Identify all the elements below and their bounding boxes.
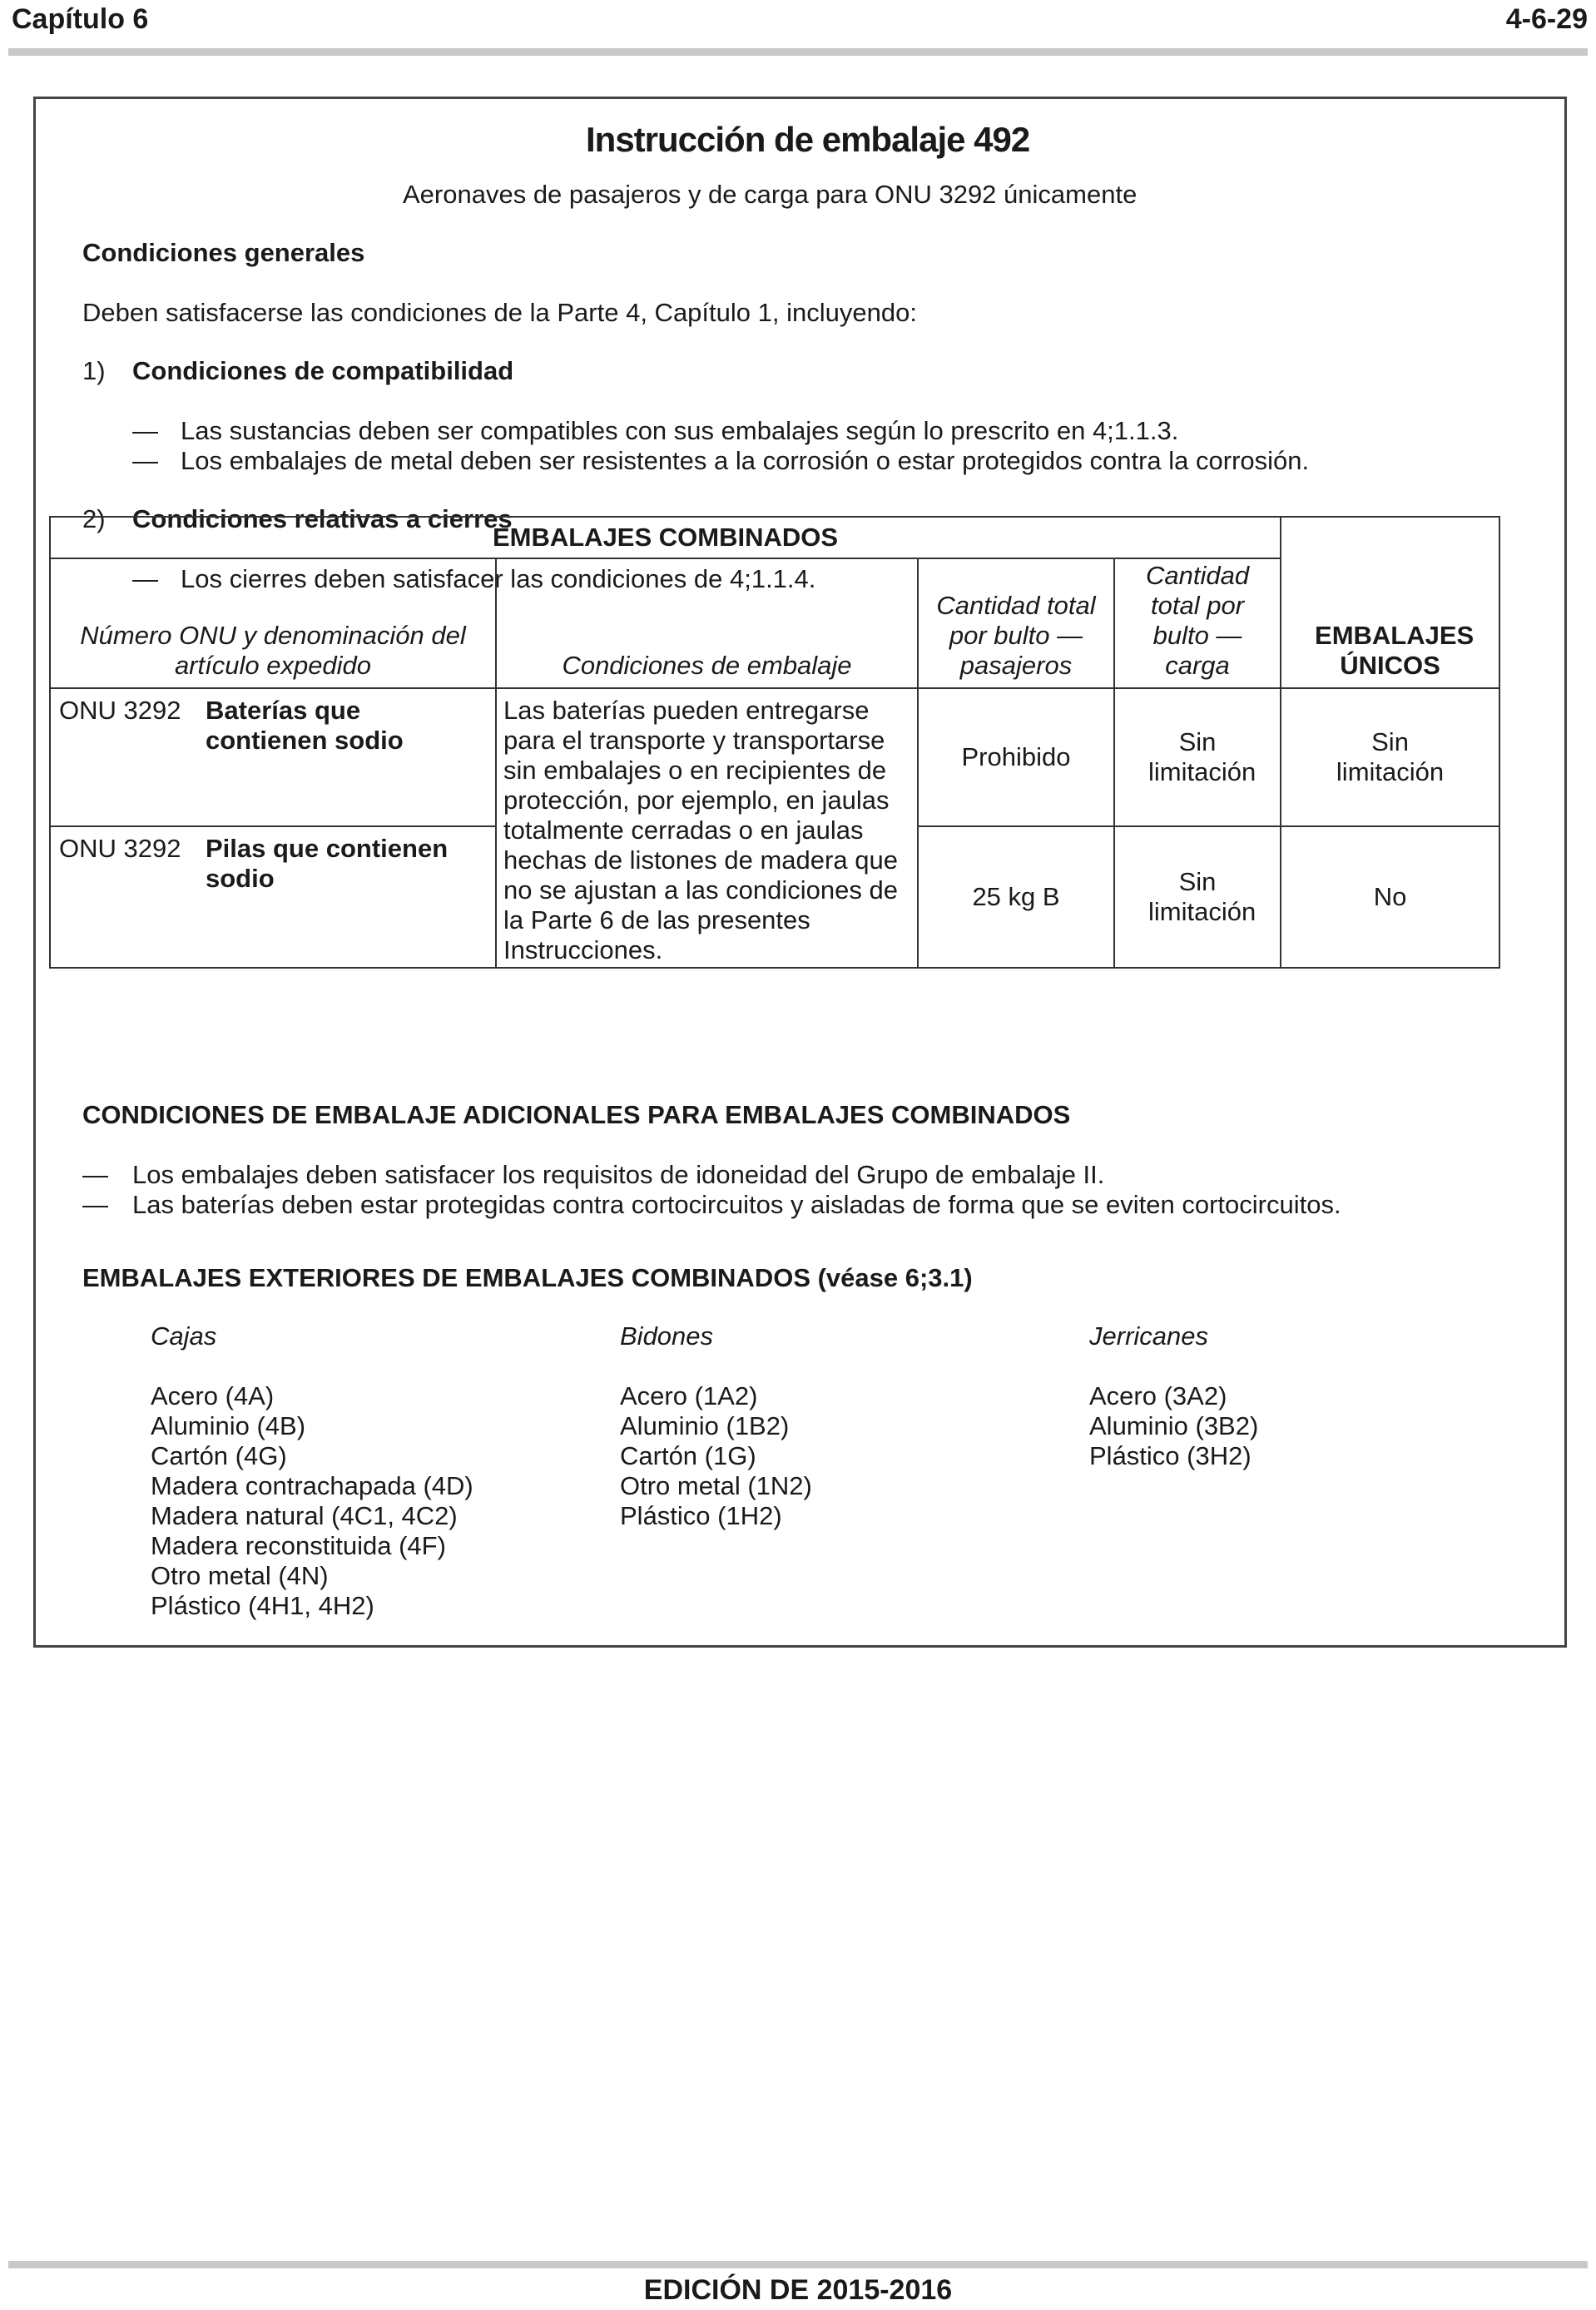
- additional-condition-item: Las baterías deben estar protegidas contra cortocircuitos y aisladas de forma que se eviten cortocircuitos.: [132, 1190, 1341, 1219]
- dash-mark: —: [132, 564, 158, 593]
- col-header-pax: [918, 558, 1114, 688]
- outer-column-title: Jerricanes: [1089, 1321, 1208, 1351]
- closure-item: Los cierres deben satisfacer las condiciones de 4;1.1.4.: [181, 564, 816, 593]
- list-item: Acero (1A2): [620, 1381, 758, 1410]
- col-header-conditions: [496, 558, 918, 688]
- list-item: Cartón (1G): [620, 1441, 756, 1470]
- article-name: Baterías que contienen sodio: [206, 696, 404, 755]
- col-header-pax-label: Cantidad total por bulto — pasajeros: [936, 591, 1096, 680]
- list-item: Aluminio (1B2): [620, 1411, 790, 1440]
- single-packagings-header: [1281, 517, 1499, 688]
- list-item: Acero (3A2): [1089, 1381, 1227, 1410]
- dash-mark: —: [82, 1190, 108, 1219]
- footer-rule: [8, 2261, 1588, 2268]
- list-item: Plástico (4H1, 4H2): [151, 1591, 374, 1620]
- qty-cargo-value: Sin limitación: [1148, 867, 1256, 926]
- col-header-un-label: Número ONU y denominación del artículo expedido: [80, 621, 466, 680]
- edition-label: EDICIÓN DE 2015-2016: [643, 2274, 953, 2306]
- col-header-cargo: [1114, 558, 1281, 688]
- additional-condition-item: Los embalajes deben satisfacer los requisitos de idoneidad del Grupo de embalaje II.: [132, 1160, 1105, 1189]
- packing-conditions-text: Las baterías pueden entregarse para el transporte y transportarse sin embalajes o en recipientes de protección, por ejemplo, en jaulas totalmente cerradas o en jaulas hechas de listones de madera que no se ajustan a las condiciones de la Parte 6 de las presentes Instrucciones.: [503, 696, 898, 964]
- page-subtitle: Aeronaves de pasajeros y de carga para ONU 3292 únicamente: [403, 180, 1138, 209]
- qty-cargo-cell: [1114, 826, 1281, 968]
- list-item: Plástico (3H2): [1089, 1441, 1252, 1470]
- dash-mark: —: [82, 1160, 108, 1189]
- single-packagings-label: EMBALAJES ÚNICOS: [1315, 621, 1475, 680]
- page-number: 4-6-29: [1505, 3, 1588, 35]
- qty-cargo-cell: [1114, 688, 1281, 826]
- un-number: ONU 3292: [59, 834, 181, 863]
- dash-mark: —: [132, 446, 158, 475]
- single-packaging-value: Sin limitación: [1336, 727, 1445, 786]
- single-packaging-cell: [1281, 688, 1499, 826]
- list-item: Madera natural (4C1, 4C2): [151, 1501, 458, 1530]
- packing-conditions-cell: [496, 688, 918, 968]
- un-entry: [51, 827, 495, 899]
- qty-pax-cell: Prohibido: [918, 688, 1114, 826]
- un-number: ONU 3292: [59, 696, 181, 725]
- qty-pax-cell: 25 kg B: [918, 826, 1114, 968]
- list-item: Madera contrachapada (4D): [151, 1471, 473, 1500]
- packing-table: [49, 516, 1500, 969]
- list-item: Aluminio (4B): [151, 1411, 306, 1440]
- section2-heading: Condiciones relativas a cierres: [132, 504, 513, 533]
- table-row: [50, 688, 496, 826]
- col-header-un: [50, 558, 496, 688]
- outer-column-title: Cajas: [151, 1321, 217, 1351]
- col-header-conditions-label: Condiciones de embalaje: [562, 651, 852, 680]
- un-entry: [51, 689, 495, 761]
- section1-number: 1): [82, 356, 106, 385]
- compatibility-item: Los embalajes de metal deben ser resistentes a la corrosión o estar protegidos contra la corrosión.: [181, 446, 1310, 475]
- list-item: Cartón (4G): [151, 1441, 287, 1470]
- section1-heading: Condiciones de compatibilidad: [132, 356, 514, 385]
- outer-packagings-heading: EMBALAJES EXTERIORES DE EMBALAJES COMBINADOS (véase 6;3.1): [82, 1263, 973, 1292]
- outer-column-title: Bidones: [620, 1321, 714, 1351]
- list-item: Plástico (1H2): [620, 1501, 782, 1530]
- article-name: Pilas que contienen sodio: [206, 834, 449, 893]
- general-conditions-heading: Condiciones generales: [82, 238, 365, 267]
- list-item: Acero (4A): [151, 1381, 275, 1410]
- general-intro: Deben satisfacerse las condiciones de la Parte 4, Capítulo 1, incluyendo:: [82, 298, 917, 327]
- table-row: [50, 826, 496, 968]
- single-packaging-cell: No: [1281, 826, 1499, 968]
- chapter-label: Capítulo 6: [12, 3, 149, 35]
- page-title: Instrucción de embalaje 492: [586, 120, 1030, 159]
- compatibility-item: Las sustancias deben ser compatibles con sus embalajes según lo prescrito en 4;1.1.3.: [181, 416, 1179, 445]
- list-item: Otro metal (4N): [151, 1561, 329, 1590]
- list-item: Madera reconstituida (4F): [151, 1531, 446, 1560]
- section2-number: 2): [82, 504, 106, 533]
- dash-mark: —: [132, 416, 158, 445]
- combined-packagings-header: EMBALAJES COMBINADOS: [50, 517, 1281, 558]
- col-header-cargo-label: Cantidad total por bulto — carga: [1145, 561, 1250, 680]
- additional-conditions-heading: CONDICIONES DE EMBALAJE ADICIONALES PARA EMBALAJES COMBINADOS: [82, 1100, 1071, 1129]
- page-header: [0, 0, 1596, 58]
- qty-cargo-value: Sin limitación: [1148, 727, 1256, 786]
- list-item: Aluminio (3B2): [1089, 1411, 1259, 1440]
- list-item: Otro metal (1N2): [620, 1471, 812, 1500]
- header-rule: [8, 48, 1588, 56]
